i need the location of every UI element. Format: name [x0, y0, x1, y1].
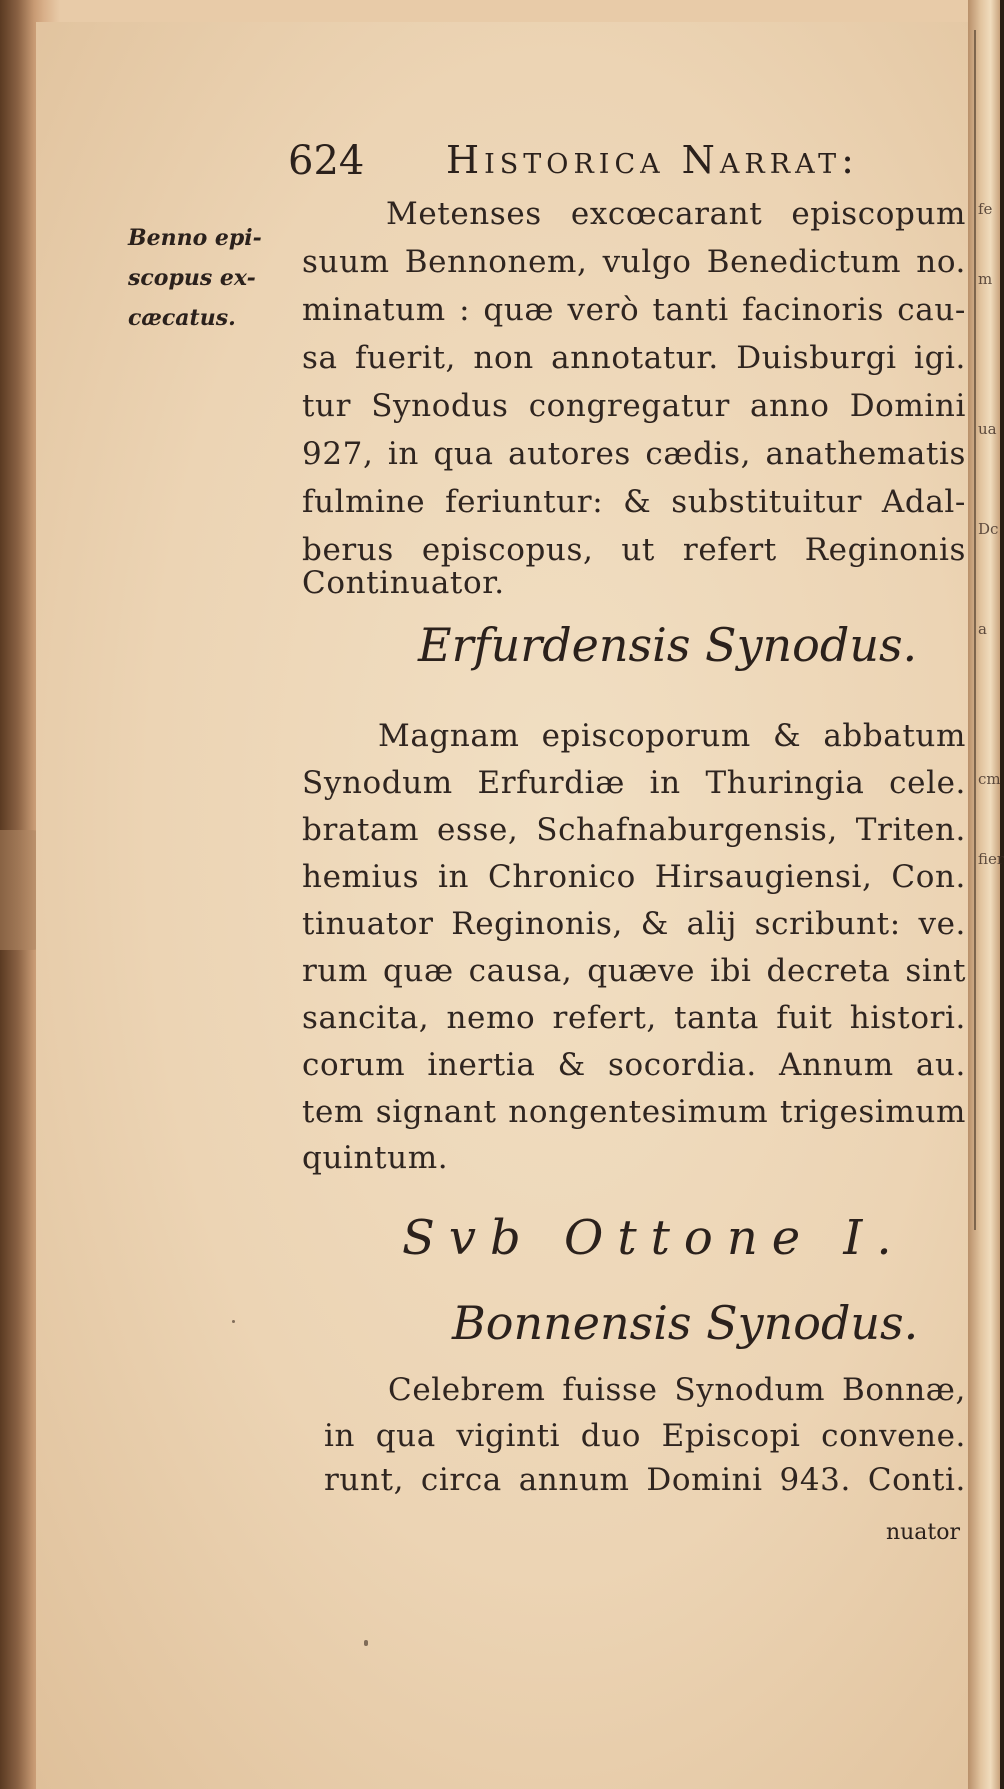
marginal-note-line: scopus ex- [128, 265, 256, 291]
text-line: Synodum Erfurdiæ in Thuringia cele. [302, 765, 966, 801]
text-line: Continuator. [302, 565, 505, 601]
text-line: Magnam episcoporum & abbatum [378, 718, 966, 754]
text-line: in qua viginti duo Episcopi convene. [324, 1418, 966, 1454]
marginal-note-line: Benno epi- [128, 225, 262, 251]
ink-speck [232, 1320, 235, 1323]
page-number: 624 [288, 138, 365, 184]
text-line: sancita, nemo refert, tanta fuit histori. [302, 1000, 966, 1036]
text-line: corum inertia & socordia. Annum au. [302, 1047, 966, 1083]
ink-speck [364, 1640, 368, 1646]
text-line: suum Bennonem, vulgo Benedictum no. [302, 244, 966, 280]
section-heading: Erfurdensis Synodus. [418, 618, 918, 672]
text-line: quintum. [302, 1140, 449, 1176]
text-line: Metenses excœcarant episcopum [386, 196, 966, 232]
text-line: runt, circa annum Domini 943. Conti. [324, 1462, 966, 1498]
facing-page-fragment: fe [978, 200, 993, 218]
facing-page-fragment: m [978, 270, 993, 288]
text-line: minatum : quæ verò tanti facinoris cau- [302, 292, 966, 328]
text-line: rum quæ causa, quæve ibi decreta sint [302, 953, 966, 989]
text-line: tem signant nongentesimum trigesimum [302, 1094, 966, 1130]
facing-page-fragment: cm [978, 770, 1001, 788]
text-line: fulmine feriuntur: & substituitur Adal- [302, 484, 966, 520]
section-heading: Bonnensis Synodus. [452, 1296, 919, 1350]
text-line: tinuator Reginonis, & alij scribunt: ve. [302, 906, 966, 942]
text-line: Celebrem fuisse Synodum Bonnæ, [388, 1372, 966, 1408]
text-line: tur Synodus congregatur anno Domini [302, 388, 966, 424]
text-line: hemius in Chronico Hirsaugiensi, Con. [302, 859, 966, 895]
running-title: Historica Narrat: [446, 138, 859, 182]
facing-page-fragment: a [978, 620, 987, 638]
text-line: bratam esse, Schafnaburgensis, Triten. [302, 812, 966, 848]
facing-page-edge [968, 0, 1004, 1789]
facing-page-fragment: ua [978, 420, 997, 438]
facing-page-fragment: fier [978, 850, 1004, 868]
marginal-note-line: cæcatus. [128, 305, 236, 331]
text-line: berus episcopus, ut refert Reginonis [302, 532, 966, 568]
text-line: 927, in qua autores cædis, anathematis [302, 436, 966, 472]
text-line: sa fuerit, non annotatur. Duisburgi igi. [302, 340, 966, 376]
facing-page-fragment: Dc [978, 520, 999, 538]
gutter-line [974, 30, 976, 1230]
marginal-note [128, 218, 278, 338]
reign-heading: Svb Ottone I. [402, 1210, 906, 1266]
catchword: nuator [885, 1520, 960, 1545]
